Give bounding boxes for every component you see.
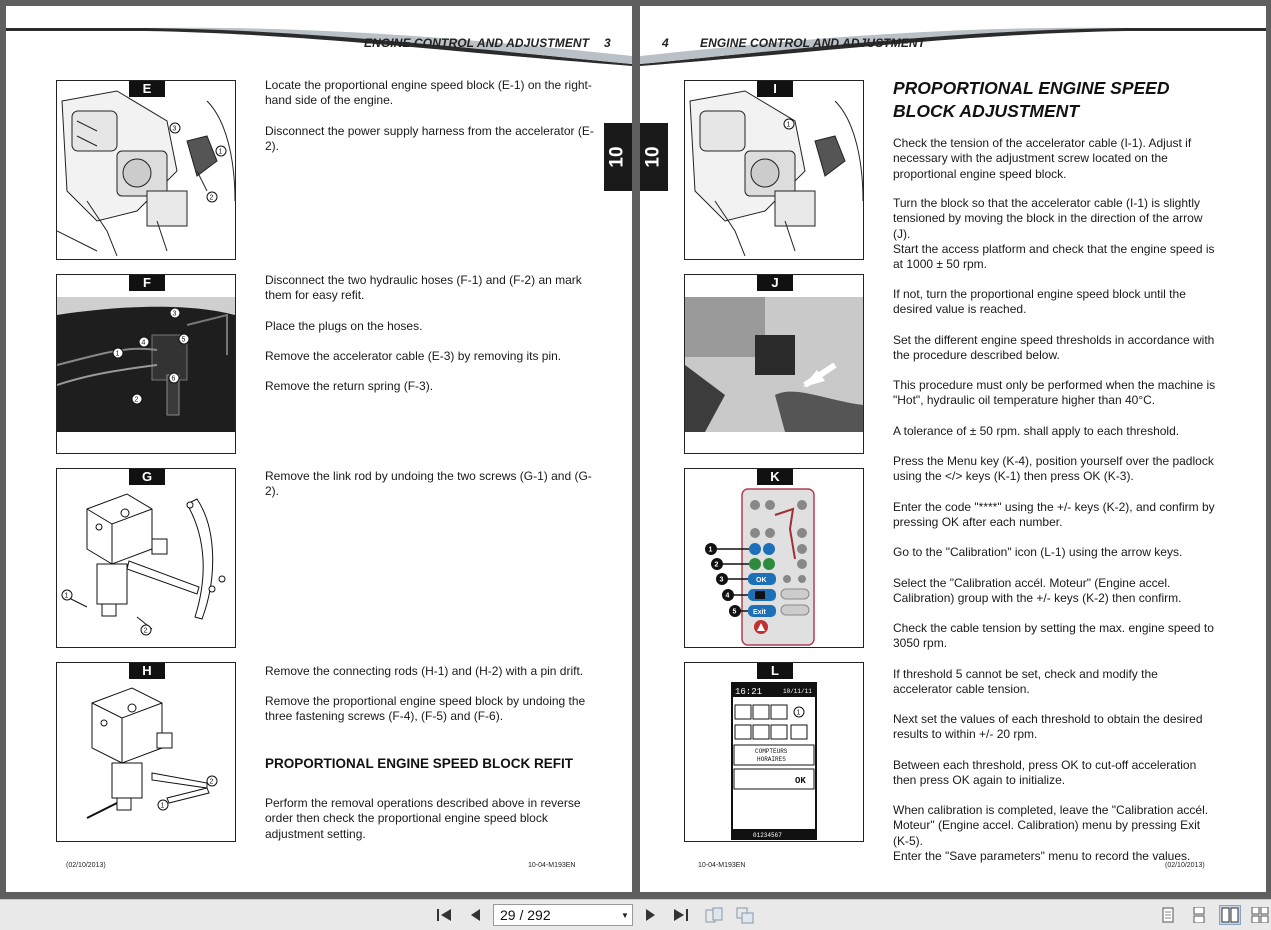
figure-f xyxy=(56,274,236,454)
remote-control-illustration xyxy=(685,469,863,647)
callout: 2 xyxy=(143,627,148,635)
callout: 4 xyxy=(725,592,730,600)
paragraph: If not, turn the proportional engine speed block until the desired value is reached. xyxy=(893,287,1186,317)
section-heading: PROPORTIONAL ENGINE SPEED BLOCK REFIT xyxy=(265,756,574,771)
header-title: ENGINE CONTROL AND ADJUSTMENT xyxy=(700,36,926,50)
first-page-icon[interactable] xyxy=(434,905,454,925)
rotate-icon[interactable] xyxy=(704,905,724,925)
ok-key-label: OK xyxy=(756,577,767,584)
figure-label: K xyxy=(757,469,793,485)
figure-label: F xyxy=(129,275,165,291)
paragraph: Locate the proportional engine speed block (E-1) on the right-hand side of the engine. xyxy=(265,78,592,108)
hydraulic-photo xyxy=(57,275,235,453)
figure-label: L xyxy=(757,663,793,679)
figure-i xyxy=(684,80,864,260)
screen-ok-label: OK xyxy=(795,776,806,786)
paragraph: Turn the block so that the accelerator cable (I-1) is slightly tensioned by moving the block in the direction of the arrow (J). xyxy=(893,196,1203,241)
paragraph: Select the "Calibration accél. Moteur" (Engine accel. Calibration) group with the +/- keys (K-2) then confirm. xyxy=(893,576,1182,606)
callout: 1 xyxy=(708,546,713,554)
paragraph: Remove the link rod by undoing the two screws (G-1) and (G-2). xyxy=(265,469,592,499)
display-screen-illustration xyxy=(685,663,863,841)
screen-serial: 01234567 xyxy=(753,832,782,839)
two-page-view-icon[interactable] xyxy=(1219,905,1241,925)
paragraph: Remove the proportional engine speed block by undoing the three fastening screws (F-4), (F-5) and (F-6). xyxy=(265,694,586,724)
callout: 2 xyxy=(714,561,719,569)
paragraph: Enter the code "****" using the +/- keys (K-2), and confirm by pressing OK after each number. xyxy=(893,500,1215,530)
previous-page-icon[interactable] xyxy=(465,905,485,925)
navigation-toolbar xyxy=(0,899,1271,930)
figure-e xyxy=(56,80,236,260)
fit-icon[interactable] xyxy=(735,905,755,925)
right-page xyxy=(640,6,1266,892)
single-page-view-icon[interactable] xyxy=(1157,905,1179,925)
page-number: 3 xyxy=(604,36,611,50)
callout: 4 xyxy=(141,339,146,347)
callout: 5 xyxy=(732,608,737,616)
footer-date: (02/10/2013) xyxy=(66,862,106,869)
callout: 3 xyxy=(172,310,177,318)
figure-label: G xyxy=(129,469,165,485)
continuous-facing-view-icon[interactable] xyxy=(1249,905,1271,925)
paragraph: Check the tension of the accelerator cable (I-1). Adjust if necessary with the adjustment screw located on the proportional engine speed block. xyxy=(893,136,1192,181)
figure-k xyxy=(684,468,864,648)
last-page-icon[interactable] xyxy=(671,905,691,925)
engine-illustration xyxy=(57,81,235,259)
screen-date: 10/11/11 xyxy=(783,688,812,695)
paragraph: A tolerance of ± 50 rpm. shall apply to each threshold. xyxy=(893,424,1180,438)
chevron-down-icon[interactable]: ▼ xyxy=(621,910,629,920)
section-tab: 10 xyxy=(640,123,668,191)
page-indicator: 29 / 292 xyxy=(500,907,551,923)
paragraph: Remove the accelerator cable (E-3) by removing its pin. xyxy=(265,349,562,363)
figure-l xyxy=(684,662,864,842)
figure-label: I xyxy=(757,81,793,97)
footer-date: (02/10/2013) xyxy=(1165,862,1205,869)
paragraph: Perform the removal operations described above in reverse order then check the proportional engine speed block adjustment setting. xyxy=(265,796,581,841)
paragraph: Remove the return spring (F-3). xyxy=(265,379,434,393)
screen-button-label: HORAIRES xyxy=(757,756,786,763)
callout: 1 xyxy=(115,350,120,358)
paragraph: Press the Menu key (K-4), position yourself over the padlock using the </> keys (K-1) then press OK (K-3). xyxy=(893,454,1214,484)
callout: 2 xyxy=(209,778,214,786)
paragraph: Remove the connecting rods (H-1) and (H-2) with a pin drift. xyxy=(265,664,584,678)
exit-key-label: Exit xyxy=(753,609,766,616)
callout: 3 xyxy=(172,125,177,133)
paragraph: If threshold 5 cannot be set, check and modify the accelerator cable tension. xyxy=(893,667,1158,697)
continuous-view-icon[interactable] xyxy=(1188,905,1210,925)
callout: 6 xyxy=(171,375,176,383)
paragraph: Enter the "Save parameters" menu to record the values. xyxy=(893,849,1191,863)
paragraph: Disconnect the power supply harness from the accelerator (E-2). xyxy=(265,124,594,154)
paragraph: Next set the values of each threshold to obtain the desired results to within +/- 20 rpm. xyxy=(893,712,1203,742)
figure-label: H xyxy=(129,663,165,679)
paragraph: Between each threshold, press OK to cut-off acceleration then press OK again to initialize. xyxy=(893,758,1197,788)
callout: 2 xyxy=(134,396,139,404)
page-number-input[interactable] xyxy=(493,904,633,926)
paragraph: Check the cable tension by setting the max. engine speed to 3050 rpm. xyxy=(893,621,1214,651)
figure-label: E xyxy=(129,81,165,97)
callout: 3 xyxy=(719,576,724,584)
header-title: ENGINE CONTROL AND ADJUSTMENT xyxy=(364,36,590,50)
callout: 1 xyxy=(64,592,69,600)
block-diagram xyxy=(57,663,235,841)
next-page-icon[interactable] xyxy=(641,905,661,925)
paragraph: When calibration is completed, leave the "Calibration accél. Moteur" (Engine accel. Calibration) menu by pressing Exit (K-5). xyxy=(893,803,1209,848)
callout: 1 xyxy=(218,148,223,156)
figure-j xyxy=(684,274,864,454)
footer-reference: 10-04-M193EN xyxy=(528,862,576,869)
paragraph: Start the access platform and check that the engine speed is at 1000 ± 50 rpm. xyxy=(893,242,1215,272)
callout: 1 xyxy=(796,709,801,717)
screen-time: 16:21 xyxy=(735,687,763,697)
page-number: 4 xyxy=(662,36,669,50)
paragraph: Set the different engine speed thresholds in accordance with the procedure described below. xyxy=(893,333,1215,363)
paragraph: This procedure must only be performed when the machine is "Hot", hydraulic oil temperature higher than 40°C. xyxy=(893,378,1216,408)
adjustment-photo xyxy=(685,275,863,453)
engine-illustration xyxy=(685,81,863,259)
callout: 1 xyxy=(786,121,791,129)
left-page xyxy=(6,6,632,892)
figure-h xyxy=(56,662,236,842)
paragraph: Disconnect the two hydraulic hoses (F-1) and (F-2) an mark them for easy refit. xyxy=(265,273,582,303)
callout: 5 xyxy=(181,336,186,344)
footer-reference: 10-04-M193EN xyxy=(698,862,746,869)
screen-button-label: COMPTEURS xyxy=(755,748,788,755)
paragraph: Go to the "Calibration" icon (L-1) using the arrow keys. xyxy=(893,545,1183,559)
callout: 1 xyxy=(160,802,165,810)
section-heading: PROPORTIONAL ENGINE SPEED BLOCK ADJUSTMENT xyxy=(893,78,1170,121)
figure-label: J xyxy=(757,275,793,291)
section-tab: 10 xyxy=(604,123,632,191)
callout: 2 xyxy=(209,194,214,202)
block-diagram xyxy=(57,469,235,647)
paragraph: Place the plugs on the hoses. xyxy=(265,319,423,333)
figure-g xyxy=(56,468,236,648)
